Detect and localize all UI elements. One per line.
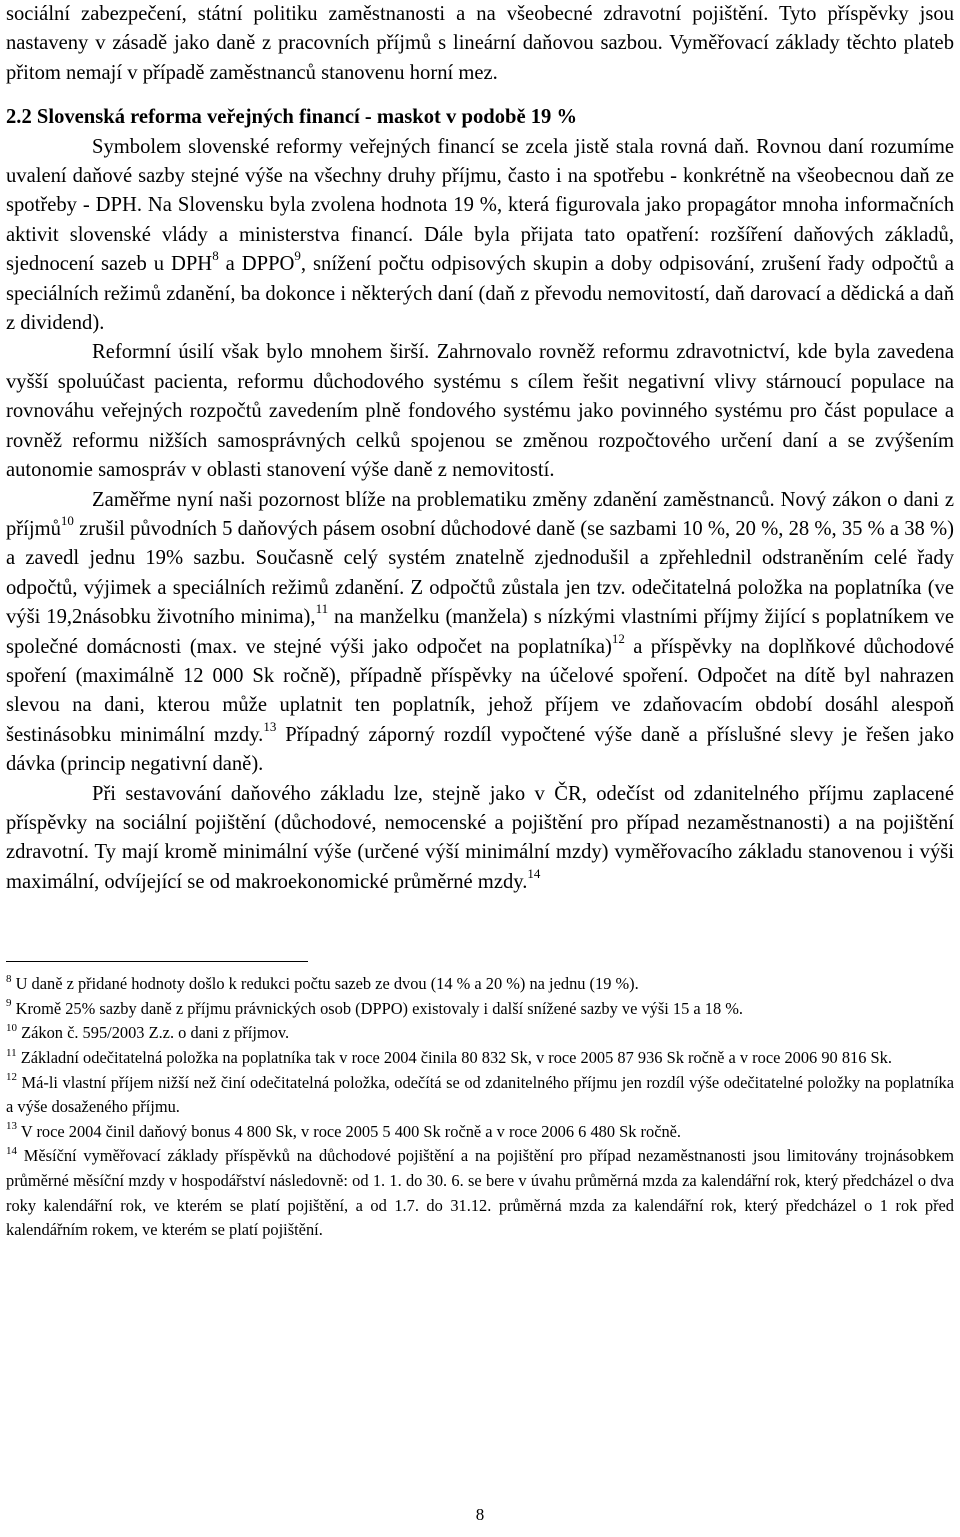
footnote-text: Kromě 25% sazby daně z příjmu právnických osob (DPPO) existovaly i další snížené sazby ve výši 15 a 18 %.: [15, 998, 744, 1018]
footnote-separator: [6, 961, 308, 962]
text-run: zrušil původních 5 daňových pásem osobní důchodové daně (se sazbami 10 %, 20 %, 28 %, 35 % a 38 %) a zavedl jednu 19% sazbu. Současně celý systém znatelně zjednodušil a zpřehlednil odstraněním celé řady odpočtů, výjimek a speciálních režimů zdanění. Z odpočtů zůstala jen tzv. odečitatelná položka na poplatníka (ve výši 19,2násobku životního minima),: [6, 517, 954, 629]
page-number: 8: [475, 1505, 485, 1524]
footnote-number: 10: [6, 1021, 17, 1034]
footnote-number: 14: [6, 1144, 17, 1157]
footnote: [6, 972, 954, 997]
footnote: [6, 1120, 954, 1145]
text-run: , snížení počtu odpisových skupin a doby odpisování, zrušení řady odpočtů a speciálních režimů zdanění, ba dokonce i některých daní (daň z převodu nemovitostí, daň darovací a dědická a daň z dividend).: [6, 253, 954, 335]
footnote-ref[interactable]: 9: [294, 248, 301, 264]
footnote-text: Měsíční vyměřovací základy příspěvků na důchodové pojištění a na pojištění pro případ nezaměstnanosti jsou limitovány trojnásobkem průměrné měsíční mzdy v hospodářství následovně: od 1. 1. do 30. 6. se bere v úvahu průměrná mzda za kalendářní rok, který předcházel o dva roky kalendářní rok, ve kterém se platí pojištění, a od 1.7. do 31.12. průměrná mzda za kalendářní rok, který předcházel o 1 rok před kalendářním rokem, ve kterém se platí pojištění.: [6, 1146, 954, 1240]
text-run: Při sestavování daňového základu lze, stejně jako v ČR, odečíst od zdanitelného příjmu zaplacené příspěvky na sociální pojištění (důchodové, nemocenské a pojištění pro případ nezaměstnanosti) a na pojištění zdravotní. Ty mají kromě minimální výše (určené výší minimální mzdy) vyměřovacího základu stanovenou i výši maximální, odvíjející se od makroekonomické průměrné mzdy.: [6, 782, 954, 893]
footnote-number: 13: [6, 1120, 17, 1133]
footnote-number: 12: [6, 1071, 17, 1084]
text-run: Případný záporný rozdíl vypočtené výše daně a příslušné slevy je řešen jako dávka (princip negativní daně).: [6, 723, 954, 776]
text-run: a příspěvky na doplňkové důchodové spoření (maximálně 12 000 Sk ročně), případně příspěvky na účelové spoření. Odpočet na dítě byl nahrazen slevou na dani, kterou může uplatnit ten poplatník, jehož příjem ve zdaňovacím období dosáhl alespoň šestinásobku minimální mzdy.: [6, 635, 954, 746]
text-run: Zaměřme nyní naši pozornost blíže na problematiku změny zdanění zaměstnanců. Nový zákon o dani z příjmů: [6, 488, 954, 540]
body-paragraph: [6, 133, 954, 339]
footnote-text: Zákon č. 595/2003 Z.z. o dani z příjmov.: [21, 1023, 290, 1043]
footnote-ref[interactable]: 12: [611, 630, 625, 646]
footnote-ref[interactable]: 10: [60, 513, 74, 529]
footnote: [6, 997, 954, 1022]
footnote-ref[interactable]: 11: [315, 601, 329, 617]
footnote-text: Má-li vlastní příjem nižší než činí odečitatelná položka, odečítá se od zdanitelného příjmu jen rozdíl výše odečitatelné položky na poplatníka a výše dosaženého příjmu.: [6, 1072, 954, 1117]
footnote-text: U daně z přidané hodnoty došlo k redukci počtu sazeb ze dvou (14 % a 20 %) na jednu (19 %).: [15, 974, 639, 994]
footnote-text: V roce 2004 činil daňový bonus 4 800 Sk, v roce 2005 5 400 Sk ročně a v roce 2006 6 480 Sk ročně.: [20, 1121, 682, 1141]
text-run: Symbolem slovenské reformy veřejných financí se zcela jistě stala rovná daň. Rovnou daní rozumíme uvalení daňové sazby stejné výše na všechny druhy příjmu, často i na spotřebu - konkrétně na všeobecnou daň ze spotřeby - DPH. Na Slovensku byla zvolena hodnota 19 %, která figurovala jako propagátor mnoha informačních aktivit slovenské vlády a ministerstva financí. Dále byla přijata tato opatření: rozšíření daňových základů, sjednocení sazeb u DPH: [6, 135, 954, 276]
footnote: [6, 1071, 954, 1120]
body-paragraph: Reformní úsilí však bylo mnohem širší. Zahrnovalo rovněž reformu zdravotnictví, kde byla zavedena vyšší spoluúčast pacienta, reformu důchodového systému s cílem řešit negativní vlivy stárnoucí populace na rovnováhu veřejných rozpočtů zavedením plně fondového systému jako povinného systému pro část populace a rovněž reformu nižších samosprávných celků spojenou se změnou rozpočtového určení daní a se zvýšením autonomie samospráv v oblasti stanovení výše daně z nemovitostí.: [6, 341, 954, 482]
footnote-ref[interactable]: 13: [263, 718, 277, 734]
section: [6, 103, 954, 338]
footnote: [6, 1144, 954, 1242]
text-run: na manželku (manžela) s nízkými vlastními příjmy žijící s poplatníkem ve společné domácnosti (max. ve stejné výši jako odpočet na poplatníka): [6, 606, 954, 658]
footnote-number: 8: [6, 972, 12, 985]
section-heading: 2.2 Slovenská reforma veřejných financí - maskot v podobě 19 %: [6, 106, 578, 129]
body-paragraph: [6, 486, 954, 780]
footnote: [6, 1046, 954, 1071]
footnote-number: 9: [6, 997, 12, 1010]
footnote-ref[interactable]: 8: [212, 248, 219, 264]
footnotes: [6, 972, 954, 1243]
text-run: a DPPO: [218, 253, 295, 276]
body-paragraph: [6, 780, 954, 898]
body-paragraph: sociální zabezpečení, státní politiku zaměstnanosti a na všeobecné zdravotní pojištění. Tyto příspěvky jsou nastaveny v zásadě jako daně z pracovních příjmů s lineární daňovou sazbou. Vyměřovací základy těchto plateb přitom nemají v případě zaměstnanců stanovenu horní mez.: [6, 3, 954, 84]
footnote: [6, 1021, 954, 1046]
footnote-ref[interactable]: 14: [527, 865, 541, 881]
document-page: [6, 0, 954, 1243]
footnote-number: 11: [6, 1046, 17, 1059]
footnote-text: Základní odečitatelná položka na poplatníka tak v roce 2004 činila 80 832 Sk, v roce 2005 87 936 Sk ročně a v roce 2006 90 816 Sk.: [20, 1047, 892, 1067]
